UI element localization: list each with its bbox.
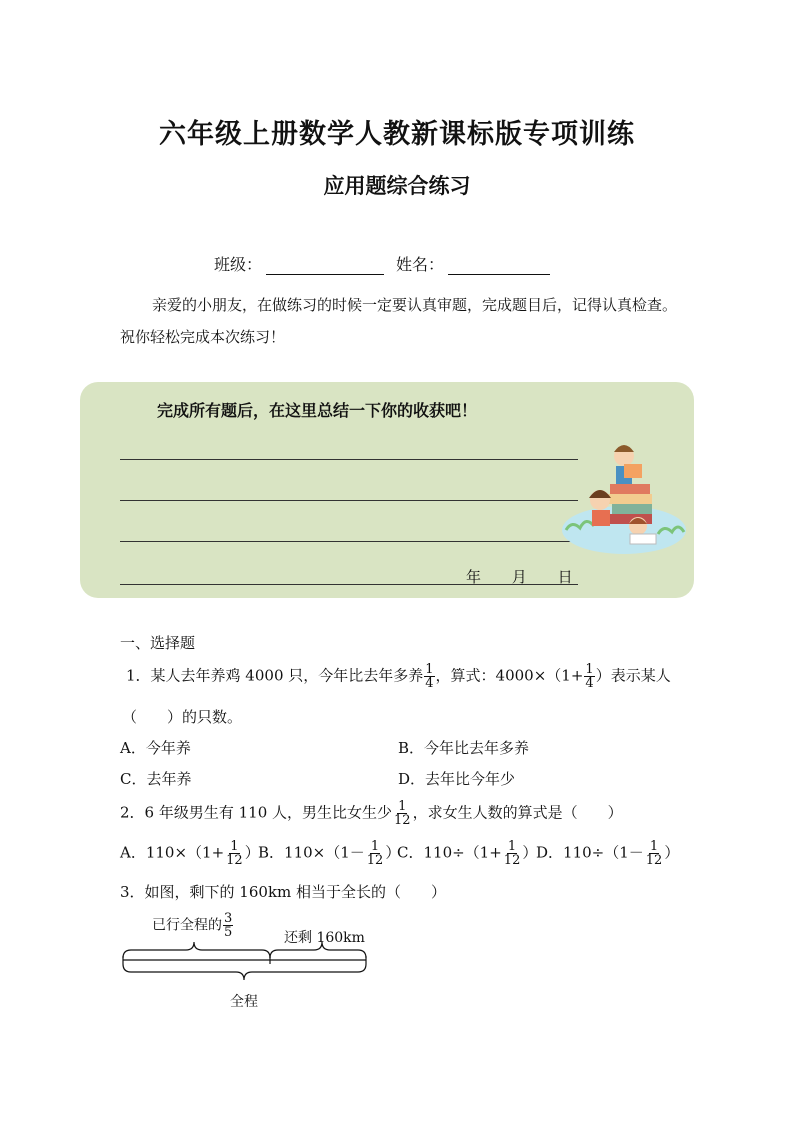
q1-text-part3: ）表示某人 <box>595 666 671 685</box>
class-label: 班级： <box>214 255 263 274</box>
q1-option-c[interactable]: C．去年养 <box>120 770 192 788</box>
date-field <box>466 566 599 587</box>
children-reading-illustration <box>558 438 690 560</box>
page-subtitle: 应用题综合练习 <box>323 174 471 198</box>
summary-prompt: 完成所有题后，在这里总结一下你的收获吧！ <box>157 401 478 420</box>
q1-fraction-2: $\frac{1}{4}$ <box>585 662 594 691</box>
q2-option-b[interactable]: B．110×（1－ $\frac{1}{12}$ ） <box>258 839 401 868</box>
summary-line[interactable] <box>120 500 578 501</box>
summary-line[interactable] <box>120 459 578 460</box>
figure-label-whole: 全程 <box>230 994 258 1010</box>
q1-fraction-1: $\frac{1}{4}$ <box>425 662 434 691</box>
page-title: 六年级上册数学人教新课标版专项训练 <box>159 119 635 150</box>
q1-option-d[interactable]: D．去年比今年少 <box>398 770 516 788</box>
figure-label-remaining: 还剩 160km <box>284 930 365 946</box>
q2-option-a[interactable]: A．110×（1+ $\frac{1}{12}$ ） <box>120 839 260 868</box>
intro-text: 亲爱的小朋友，在做练习的时候一定要认真审题，完成题目后，记得认真检查。祝你轻松完成本次练习！ <box>120 296 678 346</box>
question-3: 3．如图，剩下的 160km 相当于全长的（ ） <box>120 883 447 901</box>
summary-line[interactable] <box>120 541 578 542</box>
q1-option-a[interactable]: A．今年养 <box>120 739 191 757</box>
question-1 <box>126 663 671 690</box>
class-blank[interactable] <box>266 256 384 275</box>
q2-text-part1: 2．6 年级男生有 110 人，男生比女生少 <box>120 803 393 822</box>
question-2 <box>120 800 623 827</box>
date-month: 月 <box>511 568 527 586</box>
name-label: 姓名： <box>396 255 445 274</box>
figure-label-traveled: 已行全程的 $\frac{3}{5}$ <box>152 911 233 940</box>
q1-text-part2: ，算式：4000×（1+ <box>435 666 584 685</box>
section-title: 一、选择题 <box>120 634 196 652</box>
q2-text-part2: ，求女生人数的算式是（ ） <box>412 803 623 822</box>
q1-line-2: （ ）的只数。 <box>122 708 243 726</box>
student-info-line <box>214 252 550 275</box>
q2-option-d[interactable]: D．110÷（1－ $\frac{1}{12}$ ） <box>536 839 680 868</box>
date-day: 日 <box>557 568 573 586</box>
date-year: 年 <box>466 568 482 586</box>
q2-fraction: $\frac{1}{12}$ <box>394 799 411 828</box>
q1-option-b[interactable]: B．今年比去年多养 <box>398 739 530 757</box>
distance-diagram <box>118 940 374 990</box>
name-blank[interactable] <box>448 256 550 275</box>
q1-text-part1: 1．某人去年养鸡 4000 只，今年比去年多养 <box>126 666 424 685</box>
q2-option-c[interactable]: C．110÷（1+ $\frac{1}{12}$ ） <box>397 839 538 868</box>
